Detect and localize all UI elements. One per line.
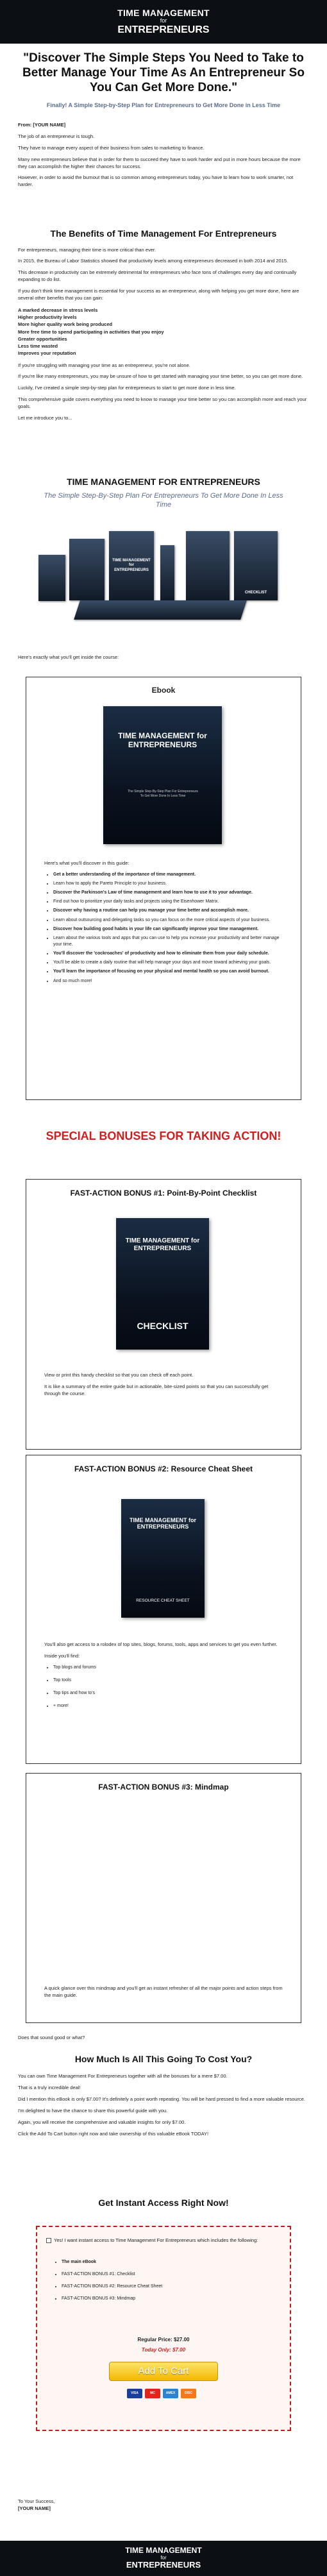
list-item: • Top blogs and forums [53, 1665, 283, 1671]
pricing-p6: Click the Add To Cart button right now and take ownership of this valuable eBook TODAY! [18, 2130, 209, 2137]
list-item: • Discover the Parkinson's Law of time management and learn how to use it to your advantage. [53, 890, 283, 896]
bonus1-box [26, 1179, 301, 1450]
pricing-p1: You can own Time Management For Entrepreneurs together with all the bonuses for a mere $7.00. [18, 2073, 228, 2080]
product-title: TIME MANAGEMENT FOR ENTREPRENEURS [67, 477, 260, 487]
add-to-cart-button[interactable]: Add To Cart [109, 2362, 218, 2381]
list-item: • Top tips and how to's [53, 1690, 283, 1697]
after-bundle-text: Here's exactly what you'll get inside the course: [18, 654, 119, 660]
product-bundle-image [38, 520, 289, 629]
list-item: A marked decrease in stress levels [18, 307, 98, 313]
list-item: Less time wasted [18, 343, 58, 350]
from-line: From: [YOUR NAME] [18, 122, 66, 128]
ebook-cover-title: TIME MANAGEMENT for ENTREPRENEURS [118, 731, 207, 749]
headline-section [18, 51, 309, 110]
list-item: Higher productivity levels [18, 314, 77, 321]
footer-for: for [160, 2554, 167, 2561]
list-item: • FAST-ACTION BONUS #3: Mindmap [62, 2296, 281, 2302]
list-item: More higher quality work being produced [18, 321, 113, 328]
bundle-cover-title: TIME MANAGEMENT for ENTREPRENEURS [112, 559, 151, 572]
bonus2-box [26, 1455, 301, 1764]
list-item: • You'll learn the importance of focusing on your physical and mental health so you can avoid burnout. [53, 969, 283, 975]
intro-section [18, 122, 309, 193]
product-subtitle: The Simple Step-By-Step Plan For Entrepreneurs To Get More Done In Less Time [44, 491, 283, 509]
pricing-section [18, 2035, 309, 2142]
benefits-list [18, 307, 309, 357]
signoff-line1: To Your Success, [18, 2498, 55, 2504]
bonus1-cover-label: CHECKLIST [137, 1321, 189, 1332]
page-header [0, 0, 327, 44]
benefits-p1: For entrepreneurs, managing their time is more critical than ever. [18, 246, 156, 253]
bonus3-box [26, 1773, 301, 2023]
ebook-points [44, 872, 283, 985]
order-checkbox[interactable] [46, 2238, 51, 2243]
pricing-title: How Much Is All This Going To Cost You? [74, 2053, 253, 2064]
regular-price: Regular Price: $27.00 [137, 2337, 190, 2343]
footer-title: TIME MANAGEMENT [125, 2546, 202, 2555]
list-item: • FAST-ACTION BONUS #1: Checklist [62, 2271, 281, 2278]
ebook-box [26, 677, 301, 1100]
bonus2-p1: You'll also get access to a rolodex of top sites, blogs, forums, tools, apps and services to get you even further. [44, 1641, 278, 1647]
footer-subtitle: ENTREPRENEURS [126, 2560, 201, 2570]
list-item: • You'll be able to create a daily routine that will help manage your days and move toward achieving your goals. [53, 960, 283, 966]
header-subtitle: ENTREPRENEURS [117, 24, 210, 35]
intro-p3: Many new entrepreneurs believe that in order for them to succeed they have to work harder and put in more hours because the more they can accomplish the higher their chances for success. [18, 156, 301, 169]
visa-icon: VISA [127, 2389, 142, 2398]
intro-p2: They have to manage every aspect of their business from sales to marketing to finance. [18, 144, 205, 151]
benefits-p3: This decrease in productivity can be extremely detrimental for entrepreneurs who face tons of challenges every day and continually expanding to do list. [18, 269, 297, 283]
pricing-p4: I'm delighted to have the chance to share this powerful guide with you. [18, 2108, 168, 2114]
list-item: • You'll discover the 'cockroaches' of productivity and how to eliminate them from your daily schedule. [53, 951, 283, 957]
list-item: • FAST-ACTION BONUS #2: Resource Cheat Sheet [62, 2284, 281, 2290]
pricing-lead: Does that sound good or what? [18, 2035, 85, 2040]
order-items [53, 2259, 281, 2305]
bonuses-heading-wrap [18, 1129, 309, 1144]
benefits-p8: This comprehensive guide covers everything you need to know to manage your time better so you can accomplish more and reach your goals. [18, 396, 307, 410]
list-item: • Top tools [53, 1677, 283, 1684]
subheadline: Finally! A Simple Step-by-Step Plan for Entrepreneurs to Get More Done in Less Time [46, 102, 281, 109]
list-item: More free time to spend participating in activities that you enjoy [18, 328, 164, 335]
mastercard-icon: MC [145, 2389, 160, 2398]
bonuses-title: SPECIAL BONUSES FOR TAKING ACTION! [46, 1130, 281, 1142]
bonus2-list [44, 1665, 283, 1710]
bonus2-cover-title: TIME MANAGEMENT for ENTREPRENEURS [130, 1517, 196, 1530]
list-item: • Learn how to apply the Pareto Principle to your business. [53, 881, 283, 887]
bonus3-title: FAST-ACTION BONUS #3: Mindmap [98, 1783, 229, 1792]
bonus3-p1: A quick glance over this mindmap and you'll get an instant refresher of all the major points and action steps from the main guide. [44, 1985, 283, 1998]
bonus2-title: FAST-ACTION BONUS #2: Resource Cheat Sheet [74, 1464, 253, 1473]
benefits-p4: If you don't think time management is essential for your success as an entrepreneur, along with helping you get more done, here are several other benefits that you can gain: [18, 288, 299, 301]
intro-p1: The job of an entrepreneur is tough. [18, 133, 95, 139]
ebook-cover [103, 706, 222, 844]
list-item: • Discover how building good habits in your life can significantly improve your time management. [53, 926, 283, 933]
order-heading-wrap [18, 2197, 309, 2210]
list-item: • Get a better understanding of the importance of time management. [53, 872, 283, 878]
today-price: Today Only: $7.00 [141, 2347, 186, 2353]
inside-course [18, 654, 309, 666]
benefits-title: The Benefits of Time Management For Entrepreneurs [50, 228, 277, 239]
bonus2-p2: Inside you'll find: [44, 1652, 80, 1659]
bonus1-p1: View or print this handy checklist so that you can check off each point. [44, 1372, 194, 1378]
benefits-p9: Let me introduce you to... [18, 414, 72, 421]
order-box [36, 2226, 291, 2431]
product-intro [18, 476, 309, 509]
header-for: for [160, 17, 167, 24]
list-item: • The main eBook [62, 2259, 281, 2266]
page-footer [0, 2541, 327, 2576]
list-item: • Find out how to prioritize your daily tasks and projects using the Eisenhower Matrix. [53, 899, 283, 905]
bonus1-p2: It is like a summary of the entire guide but in actionable, bite-sized points so that you can successfully get through the course. [44, 1383, 269, 1396]
benefits-section [18, 228, 309, 427]
list-item: • Learn about the various tools and apps that you can use to help you increase your productivity and better manage your time. [53, 935, 283, 948]
intro-p4: However, in order to avoid the burnout that is so common among entrepreneurs today, you have to learn how to work smarter, not harder. [18, 174, 294, 188]
main-headline: "Discover The Simple Steps You Need to Take to Better Manage Your Time As An Entrepreneur So You Can Get More Done." [22, 51, 305, 94]
benefits-p2: In 2015, the Bureau of Labor Statistics showed that productivity levels among entrepreneurs decreased in both 2014 and 2015. [18, 258, 289, 264]
bundle-checklist-label: CHECKLIST [244, 590, 267, 595]
amex-icon: AMEX [163, 2389, 178, 2398]
list-item: • Discover why having a routine can help you manage your time better and accomplish more. [53, 908, 283, 914]
signoff-line2: [YOUR NAME] [18, 2505, 51, 2511]
header-title: TIME MANAGEMENT [117, 7, 210, 18]
discover-icon: DISC [181, 2389, 196, 2398]
pricing-p5: Again, you will receive the comprehensive and valuable insights for only $7.00. [18, 2119, 186, 2125]
order-check-text: Yes! I want instant access to Time Management For Entrepreneurs which includes the following: [54, 2237, 258, 2243]
list-item: Greater opportunities [18, 335, 67, 342]
list-item: • And so much more! [53, 978, 283, 985]
ebook-cover-subtitle: The Simple Step-By-Step Plan For Entrepreneurs To Get More Done In Less Time [128, 790, 198, 798]
list-item: Improves your reputation [18, 350, 76, 357]
pricing-p3: Did I mention this eBook is only $7.00? It's definitely a point worth repeating. You will be hard pressed to find a more valuable resource. [18, 2096, 305, 2103]
list-item: • + more! [53, 1703, 283, 1709]
bonus1-cover-title: TIME MANAGEMENT for ENTREPRENEURS [125, 1237, 200, 1252]
bonus2-cover [121, 1499, 205, 1618]
ebook-heading: Ebook [151, 686, 176, 695]
bonus2-cover-label: RESOURCE CHEAT SHEET [136, 1598, 190, 1603]
pricing-p2: That is a truly incredible deal! [18, 2085, 81, 2091]
list-item: • Learn about outsourcing and delegating tasks so you can focus on the more critical aspects of your business. [53, 917, 283, 924]
benefits-p6: If you're like many entrepreneurs, you may be unsure of how to get started with managing your time better, so you can get more done. [18, 373, 303, 380]
order-title: Get Instant Access Right Now! [98, 2198, 229, 2208]
bonus1-cover [116, 1218, 209, 1350]
benefits-p7: Luckily, I've created a simple step-by-step plan for entrepreneurs to start to get more done in less time. [18, 385, 236, 391]
ebook-intro: Here's what you'll discover in this guide: [44, 860, 130, 866]
benefits-p5: If you're struggling with managing your time as an entrepreneur, you're not alone. [18, 362, 190, 368]
signoff [18, 2498, 309, 2512]
bonus1-title: FAST-ACTION BONUS #1: Point-By-Point Checklist [70, 1189, 257, 1198]
